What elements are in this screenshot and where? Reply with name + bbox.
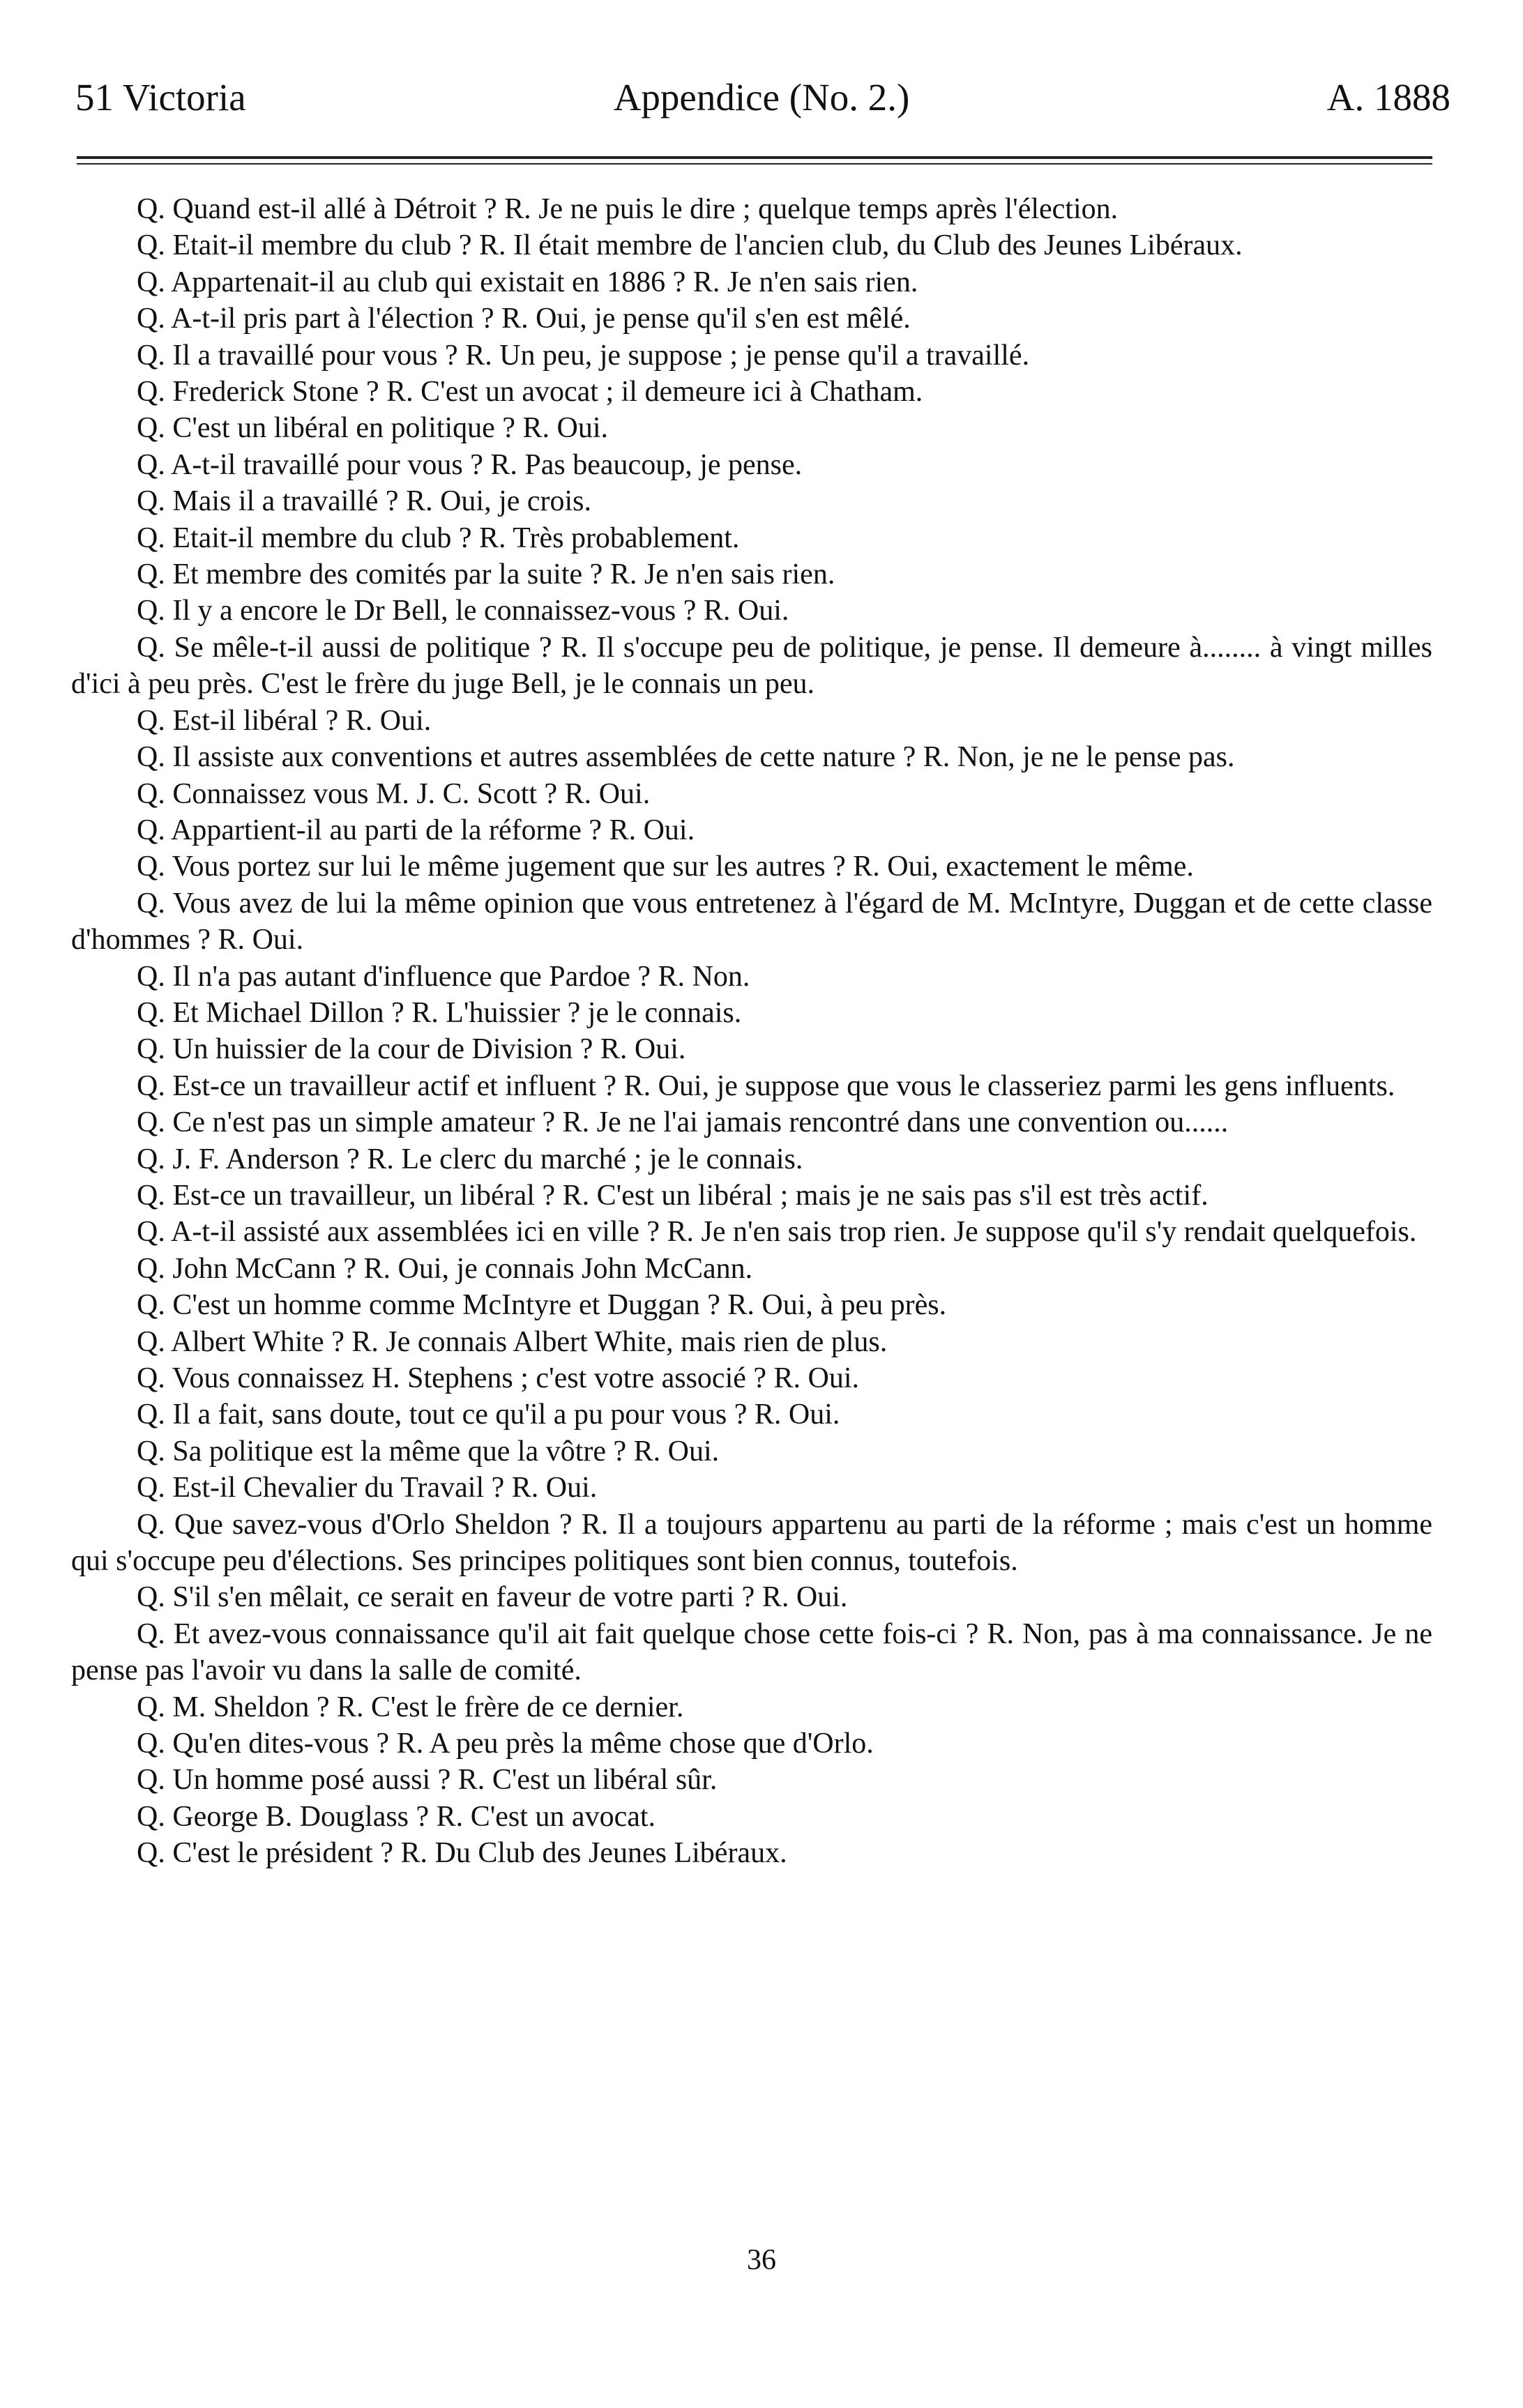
- qa-entry: [71, 1689, 1432, 1725]
- question-marker: Q.: [137, 777, 165, 810]
- qa-entry: [71, 1214, 1432, 1250]
- question-text: George B. Douglass ?: [172, 1800, 430, 1833]
- qa-entry: [71, 1725, 1432, 1762]
- answer-text: C'est un avocat.: [470, 1800, 656, 1833]
- qa-entry: [71, 1068, 1432, 1104]
- qa-entry: [71, 739, 1432, 775]
- answer-marker: R.: [396, 1728, 424, 1760]
- answer-marker: R.: [609, 814, 637, 846]
- answer-marker: R.: [667, 1216, 695, 1249]
- qa-entry: [71, 1031, 1432, 1067]
- qa-entry: [71, 1396, 1432, 1433]
- question-text: John McCann ?: [172, 1252, 356, 1285]
- question-text: Il y a encore le Dr Bell, le connaissez-vous ?: [172, 595, 697, 627]
- question-text: J. F. Anderson ?: [172, 1143, 360, 1175]
- answer-marker: R.: [562, 1106, 590, 1139]
- answer-marker: R.: [703, 595, 731, 627]
- qa-entry: [71, 959, 1432, 995]
- answer-text: Pas beaucoup, je pense.: [524, 448, 803, 481]
- answer-marker: R.: [923, 741, 950, 774]
- question-text: Quand est-il allé à Détroit ?: [172, 193, 497, 225]
- question-text: Appartient-il au parti de la réforme ?: [171, 814, 603, 846]
- question-marker: Q.: [137, 1362, 165, 1394]
- answer-marker: R.: [564, 777, 592, 810]
- answer-text: Oui, à peu près.: [762, 1289, 947, 1322]
- qa-entry: [71, 1835, 1432, 1871]
- answer-text: Un peu, je suppose ; je pense qu'il a travaillé.: [499, 339, 1030, 372]
- answer-marker: R.: [658, 960, 685, 993]
- question-text: A-t-il travaillé pour vous ?: [171, 448, 483, 481]
- answer-marker: R.: [600, 1033, 628, 1066]
- qa-entry: [71, 995, 1432, 1031]
- qa-entry: [71, 1324, 1432, 1360]
- qa-entry: [71, 630, 1432, 703]
- answer-marker: R.: [345, 704, 373, 737]
- question-text: Il a travaillé pour vous ?: [172, 339, 458, 372]
- answer-text: Oui.: [788, 1399, 840, 1431]
- qa-entry: [71, 1287, 1432, 1323]
- answer-marker: R.: [853, 851, 880, 883]
- question-text: Et Michael Dillon ?: [172, 996, 404, 1029]
- answer-text: C'est le frère de ce dernier.: [371, 1691, 684, 1723]
- answer-marker: R.: [692, 266, 720, 298]
- answer-marker: R.: [773, 1362, 801, 1394]
- question-marker: Q.: [137, 1800, 165, 1833]
- answer-marker: R.: [367, 1143, 394, 1175]
- answer-text: Oui.: [545, 1472, 598, 1504]
- answer-text: Oui, je crois.: [440, 485, 592, 518]
- question-text: C'est un homme comme McIntyre et Duggan ?: [172, 1289, 720, 1322]
- answer-marker: R.: [623, 1069, 651, 1102]
- answer-marker: R.: [754, 1399, 782, 1431]
- question-marker: Q.: [137, 887, 165, 920]
- question-text: Est-il Chevalier du Travail ?: [172, 1472, 505, 1504]
- qa-entry: [71, 447, 1432, 483]
- qa-entry: [71, 812, 1432, 848]
- answer-marker: R.: [561, 631, 588, 664]
- qa-entry: [71, 483, 1432, 519]
- question-text: Vous avez de lui la même opinion que vous entretenez à l'égard de M. McIntyre, Duggan et de cette classe d'hommes ?: [71, 887, 1433, 957]
- question-text: Appartenait-il au club qui existait en 1886 ?: [171, 266, 686, 298]
- answer-marker: R.: [411, 996, 439, 1029]
- answer-marker: R.: [501, 303, 529, 335]
- answer-text: C'est un libéral ; mais je ne sais pas s'il est très actif.: [596, 1179, 1208, 1212]
- answer-marker: R.: [633, 1435, 661, 1468]
- testimony-body: [71, 191, 1432, 1872]
- answer-marker: R.: [490, 448, 517, 481]
- answer-text: Je ne l'ai jamais rencontré dans une convention ou......: [596, 1106, 1229, 1139]
- answer-text: C'est un avocat ; il demeure ici à Chatham.: [420, 376, 923, 409]
- qa-entry: [71, 410, 1432, 446]
- question-marker: Q.: [137, 960, 165, 993]
- answer-text: Oui.: [598, 777, 651, 810]
- question-text: Mais il a travaillé ?: [172, 485, 399, 518]
- answer-text: Oui.: [667, 1435, 720, 1468]
- answer-text: Oui.: [556, 412, 608, 445]
- answer-marker: R.: [479, 521, 506, 554]
- question-marker: Q.: [137, 376, 165, 409]
- question-marker: Q.: [137, 412, 165, 445]
- answer-marker: R.: [609, 558, 637, 591]
- answer-text: Non.: [692, 960, 750, 993]
- question-marker: Q.: [137, 1472, 165, 1504]
- answer-text: C'est un libéral sûr.: [492, 1764, 718, 1797]
- question-marker: Q.: [137, 266, 165, 298]
- question-marker: Q.: [137, 1106, 165, 1139]
- question-marker: Q.: [137, 1289, 165, 1322]
- question-text: C'est le président ?: [172, 1837, 393, 1870]
- question-marker: Q.: [137, 595, 165, 627]
- header-year: A. 1888: [1326, 76, 1450, 119]
- question-marker: Q.: [137, 193, 165, 225]
- answer-marker: R.: [762, 1581, 789, 1614]
- question-text: Un homme posé aussi ?: [172, 1764, 451, 1797]
- answer-marker: R.: [337, 1691, 364, 1723]
- question-marker: Q.: [137, 1508, 165, 1541]
- question-text: Il a fait, sans doute, tout ce qu'il a pu pour vous ?: [172, 1399, 748, 1431]
- answer-text: Je n'en sais trop rien. Je suppose qu'il s'y rendait quelquefois.: [701, 1216, 1417, 1249]
- answer-text: Il s'occupe peu de politique, je pense. Il demeure à........ à vingt milles d'ici à peu près. C'est le frère du juge Bell, je le connais un peu.: [71, 631, 1433, 701]
- answer-text: Oui.: [379, 704, 432, 737]
- qa-entry: [71, 300, 1432, 337]
- answer-marker: R.: [562, 1179, 590, 1212]
- header-rule-thick: [77, 156, 1432, 159]
- question-text: Il assiste aux conventions et autres assemblées de cette nature ?: [172, 741, 916, 774]
- answer-marker: R.: [727, 1289, 755, 1322]
- qa-entry: [71, 374, 1432, 410]
- question-marker: Q.: [137, 814, 165, 846]
- answer-text: Je ne puis le dire ; quelque temps après l'élection.: [538, 193, 1119, 225]
- qa-entry: [71, 776, 1432, 812]
- question-marker: Q.: [137, 303, 165, 335]
- answer-marker: R.: [400, 1837, 427, 1870]
- qa-entry: [71, 593, 1432, 629]
- qa-entry: [71, 1799, 1432, 1835]
- answer-marker: R.: [457, 1764, 485, 1797]
- header-rule-thin: [77, 163, 1432, 165]
- answer-marker: R.: [351, 1325, 379, 1358]
- question-text: Que savez-vous d'Orlo Sheldon ?: [174, 1508, 573, 1541]
- question-marker: Q.: [137, 521, 165, 554]
- question-text: Est-ce un travailleur, un libéral ?: [172, 1179, 556, 1212]
- question-marker: Q.: [137, 704, 165, 737]
- question-marker: Q.: [137, 1764, 165, 1797]
- question-marker: Q.: [137, 631, 165, 664]
- answer-marker: R.: [504, 193, 531, 225]
- question-text: M. Sheldon ?: [172, 1691, 330, 1723]
- answer-text: Très probablement.: [513, 521, 740, 554]
- question-marker: Q.: [137, 1252, 165, 1285]
- page-number: 36: [747, 2244, 776, 2276]
- answer-text: Je n'en sais rien.: [644, 558, 835, 591]
- question-marker: Q.: [137, 1837, 165, 1870]
- qa-entry: [71, 191, 1432, 227]
- answer-text: Oui, je pense qu'il s'en est mêlé.: [536, 303, 911, 335]
- question-text: Il n'a pas autant d'influence que Pardoe ?: [172, 960, 651, 993]
- question-text: Qu'en dites-vous ?: [172, 1728, 390, 1760]
- qa-entry: [71, 337, 1432, 374]
- qa-entry: [71, 1178, 1432, 1214]
- answer-marker: R.: [581, 1508, 609, 1541]
- question-text: Et avez-vous connaissance qu'il ait fait quelque chose cette fois-ci ?: [173, 1617, 979, 1650]
- qa-entry: [71, 1251, 1432, 1287]
- answer-text: Je connais Albert White, mais rien de plus.: [386, 1325, 888, 1358]
- qa-entry: [71, 520, 1432, 556]
- answer-text: L'huissier ? je le connais.: [446, 996, 742, 1029]
- question-marker: Q.: [137, 1691, 165, 1723]
- question-text: Sa politique est la même que la vôtre ?: [172, 1435, 627, 1468]
- qa-entry: [71, 1141, 1432, 1178]
- question-marker: Q.: [137, 448, 165, 481]
- answer-text: A peu près la même chose que d'Orlo.: [429, 1728, 874, 1760]
- question-marker: Q.: [137, 1216, 165, 1249]
- question-marker: Q.: [137, 1581, 165, 1614]
- qa-entry: [71, 885, 1432, 959]
- qa-entry: [71, 1433, 1432, 1470]
- answer-text: Du Club des Jeunes Libéraux.: [434, 1837, 787, 1870]
- question-text: S'il s'en mêlait, ce serait en faveur de votre parti ?: [172, 1581, 755, 1614]
- answer-marker: R.: [406, 485, 433, 518]
- question-text: Etait-il membre du club ?: [172, 229, 472, 262]
- qa-entry: [71, 848, 1432, 885]
- answer-text: Non, pas à ma connaissance. Je ne pense pas l'avoir vu dans la salle de comité.: [71, 1617, 1433, 1687]
- answer-text: Oui, exactement le même.: [887, 851, 1194, 883]
- question-text: Albert White ?: [171, 1325, 344, 1358]
- answer-text: Oui.: [737, 595, 789, 627]
- answer-text: Oui.: [808, 1362, 860, 1394]
- question-marker: Q.: [137, 1399, 165, 1431]
- question-marker: Q.: [137, 1179, 165, 1212]
- answer-text: Oui, je suppose que vous le classeriez parmi les gens influents.: [658, 1069, 1395, 1102]
- qa-entry: [71, 1360, 1432, 1396]
- answer-text: Non, je ne le pense pas.: [957, 741, 1235, 774]
- question-marker: Q.: [137, 485, 165, 518]
- question-marker: Q.: [137, 1728, 165, 1760]
- answer-text: Oui, je connais John McCann.: [397, 1252, 753, 1285]
- qa-entry: [71, 227, 1432, 264]
- question-marker: Q.: [137, 339, 165, 372]
- answer-text: Le clerc du marché ; je le connais.: [401, 1143, 803, 1175]
- answer-text: Il a toujours appartenu au parti de la réforme ; mais c'est un homme qui s'occupe peu d'élections. Ses principes politiques sont bien connus, toutefois.: [71, 1508, 1433, 1578]
- answer-marker: R.: [386, 376, 414, 409]
- question-text: A-t-il pris part à l'élection ?: [171, 303, 494, 335]
- question-text: Vous portez sur lui le même jugement que sur les autres ?: [172, 851, 846, 883]
- qa-entry: [71, 703, 1432, 739]
- qa-entry: [71, 1507, 1432, 1580]
- answer-marker: R.: [218, 924, 245, 957]
- answer-text: Oui.: [634, 1033, 686, 1066]
- qa-entry: [71, 264, 1432, 300]
- question-text: Frederick Stone ?: [172, 376, 379, 409]
- question-text: Est-ce un travailleur actif et influent ?: [172, 1069, 617, 1102]
- question-text: Et membre des comités par la suite ?: [172, 558, 603, 591]
- question-marker: Q.: [137, 1325, 165, 1358]
- question-marker: Q.: [137, 1435, 165, 1468]
- header-appendix: Appendice (No. 2.): [613, 76, 910, 119]
- qa-entry: [71, 1470, 1432, 1506]
- question-marker: Q.: [137, 229, 165, 262]
- question-marker: Q.: [137, 1143, 165, 1175]
- question-text: Se mêle-t-il aussi de politique ?: [174, 631, 552, 664]
- question-text: Connaissez vous M. J. C. Scott ?: [172, 777, 558, 810]
- answer-text: Oui.: [643, 814, 695, 846]
- page-header: [67, 70, 1456, 125]
- answer-marker: R.: [522, 412, 550, 445]
- question-text: Vous connaissez H. Stephens ; c'est votre associé ?: [172, 1362, 767, 1394]
- qa-entry: [71, 1579, 1432, 1615]
- question-text: C'est un libéral en politique ?: [172, 412, 515, 445]
- question-marker: Q.: [137, 996, 165, 1029]
- question-text: Etait-il membre du club ?: [172, 521, 472, 554]
- qa-entry: [71, 1762, 1432, 1798]
- question-marker: Q.: [137, 1069, 165, 1102]
- answer-text: Il était membre de l'ancien club, du Club des Jeunes Libéraux.: [513, 229, 1243, 262]
- question-marker: Q.: [137, 1617, 165, 1650]
- answer-marker: R.: [479, 229, 506, 262]
- question-text: Ce n'est pas un simple amateur ?: [172, 1106, 556, 1139]
- answer-text: Oui.: [796, 1581, 848, 1614]
- question-marker: Q.: [137, 558, 165, 591]
- answer-text: Je n'en sais rien.: [727, 266, 918, 298]
- answer-marker: R.: [511, 1472, 539, 1504]
- question-marker: Q.: [137, 851, 165, 883]
- answer-text: Oui.: [252, 924, 304, 957]
- question-marker: Q.: [137, 1033, 165, 1066]
- answer-marker: R.: [465, 339, 492, 372]
- qa-entry: [71, 1104, 1432, 1141]
- qa-entry: [71, 556, 1432, 593]
- answer-marker: R.: [987, 1617, 1015, 1650]
- answer-marker: R.: [363, 1252, 391, 1285]
- header-session: 51 Victoria: [75, 76, 246, 119]
- question-marker: Q.: [137, 741, 165, 774]
- question-text: A-t-il assisté aux assemblées ici en ville ?: [171, 1216, 660, 1249]
- qa-entry: [71, 1616, 1432, 1689]
- question-text: Un huissier de la cour de Division ?: [172, 1033, 593, 1066]
- question-text: Est-il libéral ?: [172, 704, 339, 737]
- answer-marker: R.: [436, 1800, 464, 1833]
